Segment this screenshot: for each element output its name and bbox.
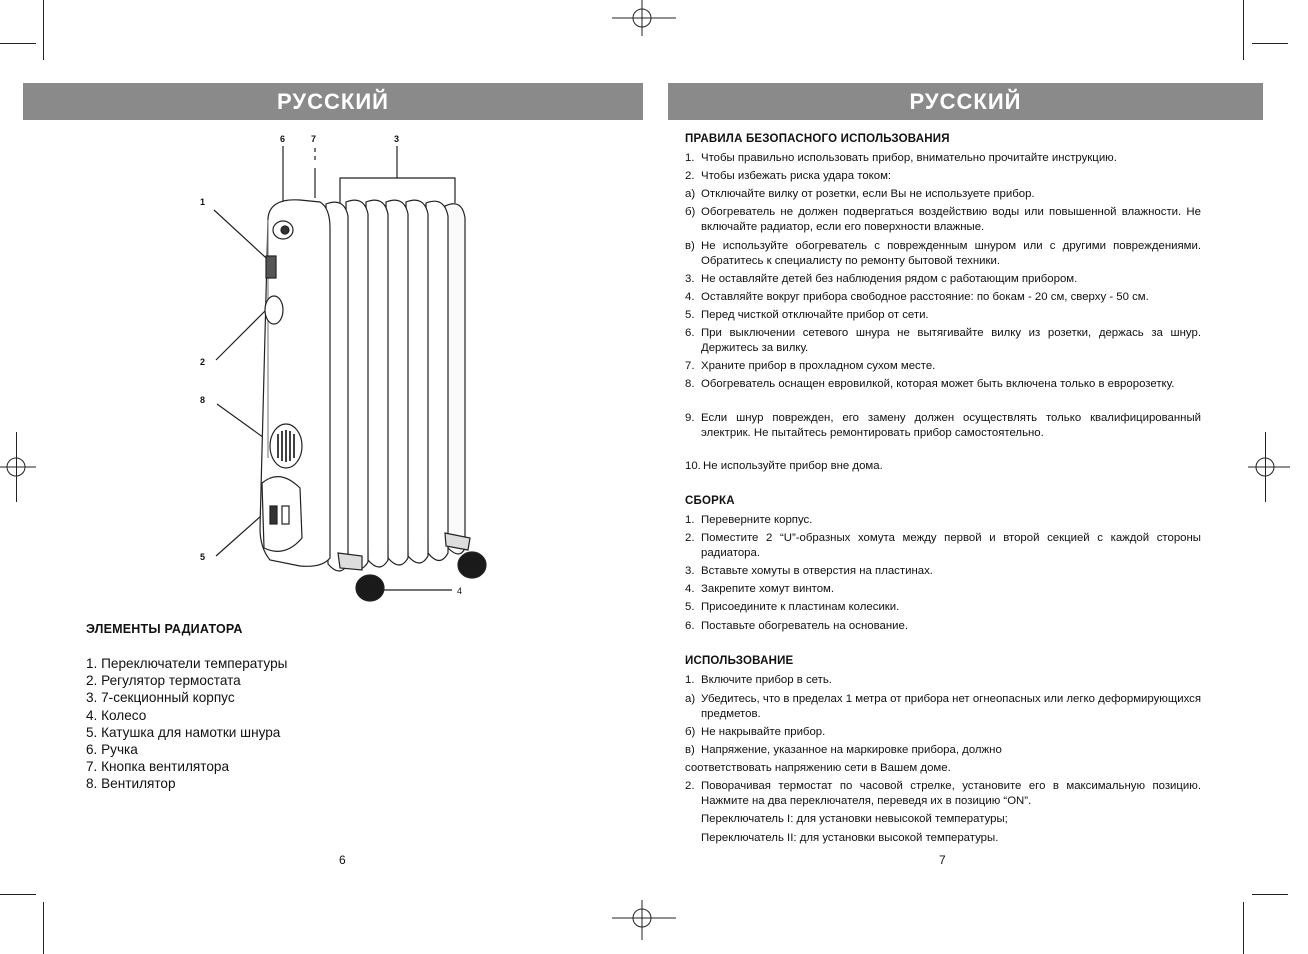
callout-8: 8 xyxy=(200,395,206,405)
list-item: 7. Кнопка вентилятора xyxy=(86,759,230,775)
usage-item xyxy=(685,761,1201,776)
item-text: Поставьте обогреватель на основание. xyxy=(701,620,908,632)
item-number: 6. xyxy=(685,620,695,632)
header-title-right: РУССКИЙ xyxy=(909,88,1022,114)
page-number-left: 6 xyxy=(339,853,346,867)
safety-item xyxy=(685,239,1201,269)
list-item: 5. Катушка для намотки шнура xyxy=(86,724,281,740)
item-number: 8. xyxy=(685,378,695,390)
assembly-item xyxy=(685,582,1201,597)
usage-title: ИСПОЛЬЗОВАНИЕ xyxy=(685,655,794,667)
item-text: Не накрывайте прибор. xyxy=(701,726,826,738)
item-number: б) xyxy=(685,206,696,218)
item-text: Присоедините к пластинам колесики. xyxy=(701,601,900,613)
usage-item xyxy=(685,725,1201,740)
item-number: 1. xyxy=(685,514,695,526)
safety-item xyxy=(685,290,1201,305)
safety-item xyxy=(685,169,1201,184)
list-item: 1. Переключатели температуры xyxy=(86,656,288,671)
item-number: в) xyxy=(685,744,695,756)
item-number: а) xyxy=(685,693,696,705)
elements-list xyxy=(86,655,287,793)
item-number: 10. xyxy=(685,460,701,472)
assembly-item xyxy=(685,564,1201,579)
item-text: Поворачивая термостат по часовой стрелке, установите его в максимальную позицию. Нажмите на два переключателя, переведя их в позицию “ON”. xyxy=(701,780,1201,807)
item-text: Переключатель II: для установки высокой температуры. xyxy=(701,832,999,844)
assembly-item xyxy=(685,531,1201,561)
item-number: 3. xyxy=(685,565,695,577)
item-number: 2. xyxy=(685,170,695,182)
item-text: Не используйте прибор вне дома. xyxy=(703,460,883,472)
item-text: Включите прибор в сеть. xyxy=(701,674,832,686)
item-number: 2. xyxy=(685,780,695,792)
item-number: 6. xyxy=(685,327,695,339)
safety-item xyxy=(685,205,1201,235)
item-text: Убедитесь, что в пределах 1 метра от прибора нет огнеопасных или легко деформирующихся предметов. xyxy=(701,693,1201,720)
safety-item xyxy=(685,326,1201,356)
item-text: Переключатель I: для установки невысокой температуры; xyxy=(701,813,1008,825)
item-text: Отключайте вилку от розетки, если Вы не используете прибор. xyxy=(701,188,1035,200)
safety-item xyxy=(685,308,1201,323)
callout-5: 5 xyxy=(200,552,206,562)
item-number: а) xyxy=(685,188,696,200)
assembly-item xyxy=(685,513,1201,528)
page-number-right: 7 xyxy=(939,853,946,867)
item-number: 9. xyxy=(685,412,695,424)
item-number: 4. xyxy=(685,291,695,303)
item-number: 1. xyxy=(685,674,695,686)
item-number: 7. xyxy=(685,360,695,372)
callout-1: 1 xyxy=(200,197,206,207)
assembly-item xyxy=(685,600,1201,615)
list-item: 3. 7-секционный корпус xyxy=(86,690,235,706)
item-text: Вставьте хомуты в отверстия на пластинах. xyxy=(701,565,933,577)
item-number: 5. xyxy=(685,601,695,613)
header-title-left: РУССКИЙ xyxy=(277,88,389,114)
safety-item xyxy=(685,359,1201,374)
safety-item xyxy=(685,151,1201,166)
elements-title: ЭЛЕМЕНТЫ РАДИАТОРА xyxy=(86,622,243,636)
item-text: Обогреватель не должен подвергаться воздействию воды или повышенной влажности. Не включайте радиатор, если его поверхности влажные. xyxy=(701,206,1201,233)
list-item: 2. Регулятор термостата xyxy=(86,673,241,689)
safety-item xyxy=(685,272,1201,287)
item-text: соответствовать напряжению сети в Вашем доме. xyxy=(685,762,951,774)
header-band-right xyxy=(668,83,1263,120)
item-text: Переверните корпус. xyxy=(701,514,813,526)
item-text: Закрепите хомут винтом. xyxy=(701,583,835,595)
item-number: 1. xyxy=(685,152,695,164)
item-text: Не используйте обогреватель с поврежденным шнуром или с другими повреждениями. Обратитесь к специалисту по ремонту бытовой техники. xyxy=(701,240,1201,267)
item-text: Чтобы избежать риска удара током: xyxy=(701,170,892,182)
item-number: 5. xyxy=(685,309,695,321)
usage-item xyxy=(685,779,1201,809)
safety-title: ПРАВИЛА БЕЗОПАСНОГО ИСПОЛЬЗОВАНИЯ xyxy=(685,133,950,145)
item-text: Оставляйте вокруг прибора свободное расстояние: по бокам - 20 см, сверху - 50 см. xyxy=(701,291,1149,303)
safety-item xyxy=(685,187,1201,202)
item-number: в) xyxy=(685,240,695,252)
item-text: Не оставляйте детей без наблюдения рядом с работающим прибором. xyxy=(701,273,1078,285)
item-text: Поместите 2 “U”-образных хомута между первой и второй секцией с каждой стороны радиатора. xyxy=(701,532,1201,559)
list-item: 6. Ручка xyxy=(86,742,138,758)
safety-item xyxy=(685,377,1201,392)
callout-7: 7 xyxy=(311,134,317,144)
assembly-title: СБОРКА xyxy=(685,495,735,507)
item-text: Напряжение, указанное на маркировке прибора, должно xyxy=(701,744,1002,756)
usage-item xyxy=(685,673,1201,688)
item-text: Обогреватель оснащен евровилкой, которая может быть включена только в евророзетку. xyxy=(701,378,1175,390)
safety-item xyxy=(685,411,1201,441)
item-number: 3. xyxy=(685,273,695,285)
header-band-left xyxy=(23,83,643,120)
callout-2: 2 xyxy=(200,357,206,367)
callout-3: 3 xyxy=(394,134,400,144)
radiator-illustration xyxy=(190,128,500,608)
item-text: Если шнур поврежден, его замену должен осуществлять только квалифицированный электрик. Не пытайтесь ремонтировать прибор самостоятельно. xyxy=(701,412,1201,439)
item-text: Чтобы правильно использовать прибор, внимательно прочитайте инструкцию. xyxy=(701,152,1117,164)
callout-6: 6 xyxy=(280,134,286,144)
usage-item xyxy=(685,743,1201,758)
list-item: 8. Вентилятор xyxy=(86,776,176,792)
item-text: Перед чисткой отключайте прибор от сети. xyxy=(701,309,929,321)
item-number: 4. xyxy=(685,583,695,595)
usage-item xyxy=(685,692,1201,722)
item-number: б) xyxy=(685,726,696,738)
item-text: При выключении сетевого шнура не вытягивайте вилку из розетки, держась за шнур. Держитесь за вилку. xyxy=(701,327,1201,354)
callout-4: 4 xyxy=(457,586,463,596)
item-number: 2. xyxy=(685,532,695,544)
safety-item xyxy=(685,459,1201,474)
assembly-item xyxy=(685,619,1201,634)
list-item: 4. Колесо xyxy=(86,707,147,723)
usage-item xyxy=(685,831,1201,846)
usage-item xyxy=(685,812,1201,827)
item-text: Храните прибор в прохладном сухом месте. xyxy=(701,360,936,372)
